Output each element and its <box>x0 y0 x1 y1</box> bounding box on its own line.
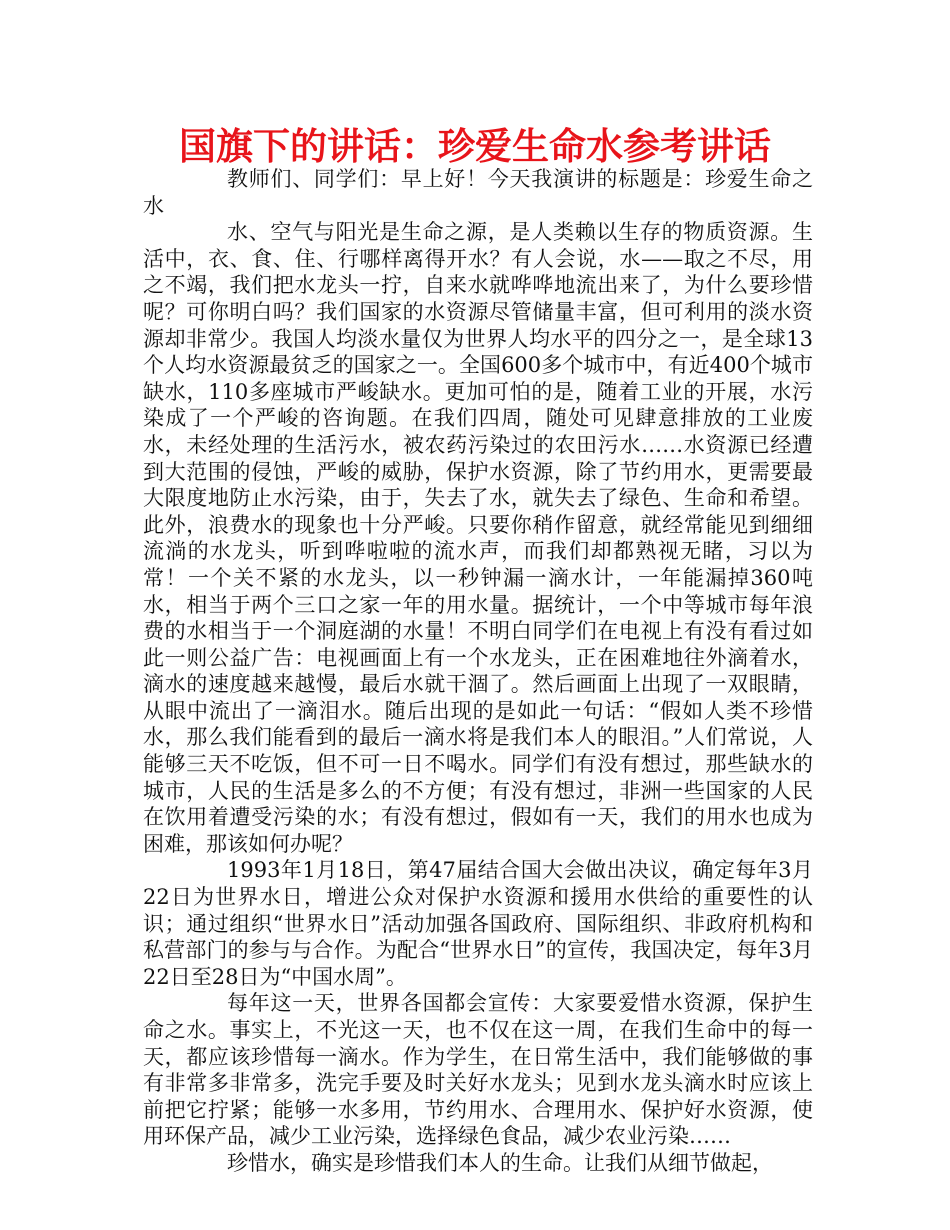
paragraph-closing: 珍惜水，确实是珍惜我们本人的生命。让我们从细节做起， <box>227 1150 773 1175</box>
paragraph-water-resources: 水、空气与阳光是生命之源，是人类赖以生存的物质资源。生活中，衣、食、住、行哪样离得开水？有人会说，水——取之不尽，用之不竭，我们把水龙头一拧，自来水就哗哗地流出来了，为什么要珍惜呢？可你明白吗？我们国家的水资源尽管储量丰富，但可利用的淡水资源却非常少。我国人均淡水量仅为世界人均水平的四分之一，是全球13个人均水资源最贫乏的国家之一。全国600多个城市中，有近400个城市缺水，110多座城市严峻缺水。更加可怕的是，随着工业的开展，水污染成了一个严峻的咨询题。在我们四周，随处可见肆意排放的工业废水，未经处理的生活污水，被农药污染过的农田污水……水资源已经遭到大范围的侵蚀，严峻的威胁，保护水资源，除了节约用水，更需要最大限度地防止水污染，由于，失去了水，就失去了绿色、生命和希望。此外，浪费水的现象也十分严峻。只要你稍作留意，就经常能见到细细流淌的水龙头，听到哗啦啦的流水声，而我们却都熟视无睹，习以为常！一个关不紧的水龙头，以一秒钟漏一滴水计，一年能漏掉360吨水，相当于两个三口之家一年的用水量。据统计，一个中等城市每年浪费的水相当于一个洞庭湖的水量！不明白同学们在电视上有没有看过如此一则公益广告：电视画面上有一个水龙头，正在困难地往外滴着水，滴水的速度越来越慢，最后水就干涸了。然后画面上出现了一双眼睛，从眼中流出了一滴泪水。随后出现的是如此一句话：“假如人类不珍惜水，那么我们能看到的最后一滴水将是我们本人的眼泪。”人们常说，人能够三天不吃饭，但不可一日不喝水。同学们有没有想过，那些缺水的城市，人民的生活是多么的不方便；有没有想过，非洲一些国家的人民在饮用着遭受污染的水；有没有想过，假如有一天，我们的用水也成为困难，那该如何办呢？ <box>143 220 813 856</box>
paragraph-greeting: 教师们、同学们：早上好！今天我演讲的标题是：珍爱生命之水 <box>143 167 813 218</box>
paragraph-daily-actions: 每年这一天，世界各国都会宣传：大家要爱惜水资源，保护生命之水。事实上，不光这一天，也不仅在这一周，在我们生命中的每一天，都应该珍惜每一滴水。作为学生，在日常生活中，我们能够做的事有非常多非常多，洗完手要及时关好水龙头；见到水龙头滴水时应该上前把它拧紧；能够一水多用，节约用水、合理用水、保护好水资源，使用环保产品，减少工业污染，选择绿色食品，减少农业污染…… <box>143 991 813 1149</box>
document-body <box>143 166 813 1177</box>
page-title: 国旗下的讲话：珍爱生命水参考讲话 <box>179 125 771 168</box>
paragraph-world-water-day: 1993年1月18日，第47届结合国大会做出决议，确定每年3月22日为世界水日，增进公众对保护水资源和援用水供给的重要性的认识；通过组织“世界水日”活动加强各国政府、国际组织、非政府机构和私营部门的参与与合作。为配合“世界水日”的宣传，我国决定，每年3月22日至28日为“中国水周”。 <box>143 858 813 989</box>
